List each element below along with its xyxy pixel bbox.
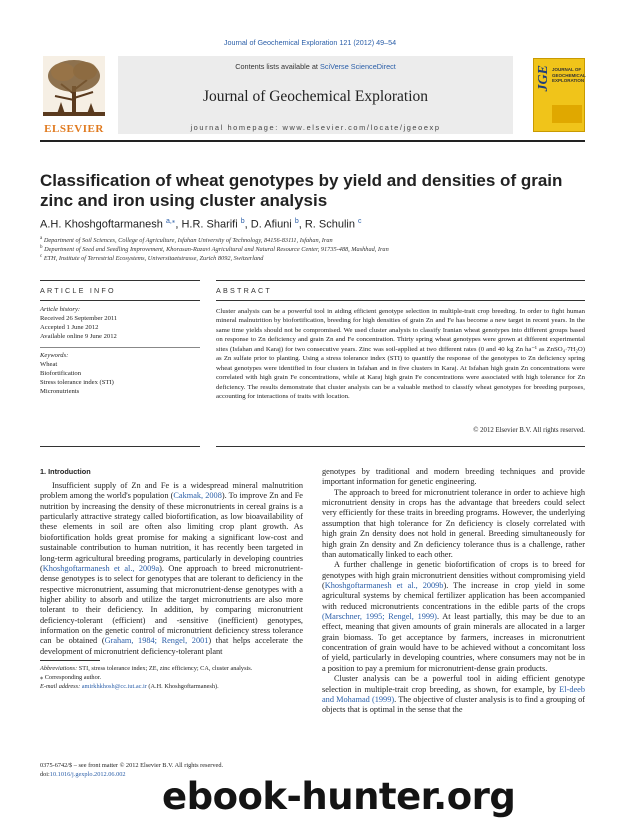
paragraph-text: ). One approach to breed micronutrient-dense genotypes is to select for genotypes that are tolerant to deficiency in the respective micronutrient, assuming that micronutrient-dense genotypes with a higher ability to absorb and utilize the target micronutrients are also more tolerant to their deficiency. In addition, by comparing micronutrient deficiency-tolerant (efficient) and -sensitive (inefficient) genotypes, information on the genetic control of micronutrient deficiency stress tolerance can be obtained ( xyxy=(40,563,303,646)
affiliation xyxy=(40,254,585,262)
cover-letters: JGE xyxy=(536,65,551,92)
author-marks[interactable]: b xyxy=(294,218,299,225)
history-label: Article history: xyxy=(40,306,81,313)
body-paragraph xyxy=(322,467,585,488)
citation-link[interactable]: Khoshgoftarmanesh et al., 2009b xyxy=(324,580,444,590)
article-info-heading: ARTICLE INFO xyxy=(40,286,116,295)
cover-stripe xyxy=(552,105,582,123)
affiliation xyxy=(40,236,585,244)
footnotes xyxy=(40,665,310,691)
paragraph-text: The approach to breed for micronutrient tolerance in order to achieve high micronutrient density in crops has the advantage that breeders could select very efficiently for these traits in breeding programs. However, the underlying assumption that high tolerance for Zn deficiency is closely correlated with high grain Zn density does not hold in general. Breeding simultaneously for high grain Zn density and Zn deficiency tolerance thus is a challenge, rather than automatically linked to each other. xyxy=(322,487,585,559)
doi-link[interactable]: 10.1016/j.gexplo.2012.06.002 xyxy=(49,770,126,778)
abstract-body: Cluster analysis can be a powerful tool in aiding efficient genotype selection in multiple-trait crop breeding. In order to fight human mineral malnutrition by biofortification, breeding for high densities of grain Zn and Fe has become a new target in recent years. In the same time yields should not be compromised. We used cluster analysis to classify Iranian wheat genotypes into different groups based on response to Zn deficiency and grain Zn and Fe concentration. Thirty spring wheat genotypes were grown at different experimental sites (Isfahan and Karaj) for two consecutive years. Zinc was soil-applied at two different rates (0 and 40 kg Zn ha⁻¹ as ZnSO₄·7H₂O) as Zn sulfate prior to planting. Using a stress tolerance index (STI) to quantify the response of the genotypes to Zn deficiency spring wheat genotypes were identified in four clusters in Isfahan and in five clusters in Karaj. At Isfahan high grain Zn concentrations were correlated with high grain Fe concentrations, while at Karaj high grain Fe concentrations were associated with high tolerance for Zn deficiency. The results demonstrate that cluster analysis can be a valuable method to classify wheat genotypes for breeding purposes, accounting for interactions of traits with location. xyxy=(216,308,585,400)
abstract-bottom-rule xyxy=(216,446,585,447)
keyword-item: Micronutrients xyxy=(40,387,80,395)
contents-prefix: Contents lists available at xyxy=(235,62,318,71)
body-paragraph xyxy=(40,481,303,657)
abbreviations-label: Abbreviations: xyxy=(40,665,78,672)
header-divider xyxy=(40,140,585,142)
corresponding-mark: ⁎ xyxy=(40,673,44,681)
paragraph-text: ). The increase in crop yield in some agricultural systems by chemical fertilizer application has been accompanied with reduced micronutrients concentrations in the edible parts of the crops xyxy=(322,580,585,611)
citation-link[interactable]: Cakmak, 2008 xyxy=(173,491,222,501)
journal-homepage[interactable]: journal homepage: www.elsevier.com/locate/jgeoexp xyxy=(190,123,441,132)
elsevier-logo[interactable] xyxy=(40,56,108,134)
journal-cover[interactable] xyxy=(533,58,585,132)
article-info-divider xyxy=(40,347,200,348)
watermark: ebook-hunter.org xyxy=(162,775,516,818)
paragraph-text: Insufficient supply of Zn and Fe is a widespread mineral malnutrition problem among the world's population ( xyxy=(40,481,303,501)
citation-link[interactable]: Khoshgoftarmanesh et al., 2009a xyxy=(42,563,160,573)
cover-title: JOURNAL OF GEOCHEMICAL EXPLORATION xyxy=(552,67,586,84)
intro-heading: 1. Introduction xyxy=(40,467,91,476)
elsevier-tree-icon xyxy=(43,56,105,116)
paragraph-text: . At least partially, this may be due to an effect, meaning that given amounts of grain minerals are allocated in a larger grain biomass. To get acceptance by farmers, increases in micronutrient concentration of grain would have to be achieved without a concomitant loss of yield, particularly in developing countries, where consumers may not be in a position to pay a premium for micronutrient-dense grain products. xyxy=(322,612,585,673)
body-paragraph xyxy=(322,560,585,674)
citation-link[interactable]: Graham, 1984; Rengel, 2001 xyxy=(104,636,209,646)
author-marks[interactable]: a,⁎ xyxy=(165,218,176,225)
elsevier-wordmark: ELSEVIER xyxy=(44,123,104,135)
affiliation-mark: a xyxy=(40,236,43,241)
author-name[interactable]: R. Schulin xyxy=(304,218,355,231)
citation-link[interactable]: (Marschner, 1995; Rengel, 1999) xyxy=(322,612,437,622)
author-name[interactable]: A.H. Khoshgoftarmanesh xyxy=(40,218,163,231)
corresponding-text: Corresponding author. xyxy=(44,673,102,681)
author-name[interactable]: D. Afiuni xyxy=(250,218,292,231)
citation-link[interactable]: El-deeb and Mohamad (1999) xyxy=(322,684,585,704)
email-link[interactable]: amirkhkhosh@cc.iut.ac.ir xyxy=(81,682,147,690)
keyword-item: Biofortification xyxy=(40,369,82,377)
email-footnote xyxy=(40,683,310,692)
affiliation-mark: b xyxy=(40,245,43,250)
email-label: E-mail address: xyxy=(40,682,81,690)
article-info-bottom-rule xyxy=(40,446,200,447)
contents-line xyxy=(118,62,513,71)
article-info-rule xyxy=(40,300,200,301)
corresponding-footnote xyxy=(40,674,310,683)
paragraph-text: A further challenge in genetic biofortification of crops is to breed for genotypes with high grain micronutrient densities without compromising yield ( xyxy=(322,560,585,590)
affiliation-text: Department of Seed and Seedling Improvement, Khorasan-Razavi Agricultural and Natural Resource Center, 91735-488, Mashhad, Iran xyxy=(44,246,389,254)
paragraph-text: Cluster analysis can be a powerful tool in aiding efficient genotype selection in multiple-trait crop breeding, as shown, for example, by xyxy=(322,674,585,694)
journal-citation[interactable]: Journal of Geochemical Exploration 121 (2012) 49–54 xyxy=(223,38,397,47)
article-history xyxy=(40,306,200,342)
body-column-left xyxy=(40,481,303,657)
author-marks[interactable]: c xyxy=(358,218,362,225)
keywords-label: Keywords: xyxy=(40,352,69,359)
abstract-heading: ABSTRACT xyxy=(216,286,272,295)
abstract-top-rule xyxy=(216,280,585,281)
footnote-rule xyxy=(40,660,100,661)
body-paragraph xyxy=(322,488,585,561)
abstract-copyright: © 2012 Elsevier B.V. All rights reserved. xyxy=(473,427,585,434)
author-marks[interactable]: b xyxy=(240,218,245,225)
history-accepted: Accepted 1 June 2012 xyxy=(40,323,99,331)
affiliation-text: ETH, Institute of Terrestrial Ecosystems, Universitaetstrasse, Zurich 8092, Switzerland xyxy=(43,255,264,263)
keyword-item: Stress tolerance index (STI) xyxy=(40,378,114,386)
body-paragraph xyxy=(322,674,585,715)
paper-title: Classification of wheat genotypes by yield and densities of grain zinc and iron using cluster analysis xyxy=(40,171,563,211)
affiliation-mark: c xyxy=(40,254,43,259)
paragraph-text: ). To improve Zn and Fe nutrition by increasing the density of these micronutrients in cereal grains is a particularly attractive strategy called biofortification, as low bioavailability of these elements in soil are often also limiting crop plant growth. As biofortification holds great promise for making a significant low-cost and sustainable contribution to human nutrition, it has recently been targeted in long-term agricultural breeding programs, particularly in developing countries ( xyxy=(40,491,303,573)
email-owner: (A.H. Khoshgoftarmanesh). xyxy=(148,682,219,690)
body-column-right xyxy=(322,467,585,716)
abbreviations-footnote xyxy=(40,665,310,674)
issn-line: 0375-6742/$ – see front matter © 2012 Elsevier B.V. All rights reserved. xyxy=(40,762,224,769)
paragraph-text: genotypes by traditional and modern breeding techniques and provide important information for genetic engineering. xyxy=(322,467,585,487)
history-online: Available online 9 June 2012 xyxy=(40,332,117,340)
abbreviations-text: STI, stress tolerance index; ZE, zinc efficiency; CA, cluster analysis. xyxy=(78,665,253,672)
history-received: Received 26 September 2011 xyxy=(40,314,118,322)
journal-title[interactable]: Journal of Geochemical Exploration xyxy=(202,88,429,105)
keyword-item: Wheat xyxy=(40,360,58,368)
article-info-top-rule xyxy=(40,280,200,281)
affiliation-text: Department of Soil Sciences, College of Agriculture, Isfahan University of Technology, 84156-83111, Isfahan, Iran xyxy=(43,237,333,245)
masthead-banner xyxy=(118,56,513,134)
keywords xyxy=(40,352,200,396)
masthead xyxy=(40,56,585,136)
sciencedirect-link[interactable]: SciVerse ScienceDirect xyxy=(319,62,396,71)
abstract-rule xyxy=(216,300,585,301)
paragraph-text: ) that helps accelerate the development of micronutrient deficiency-tolerant plant xyxy=(40,636,303,656)
doi-prefix: doi: xyxy=(40,770,50,778)
affiliation xyxy=(40,245,585,253)
paragraph-text: . The objective of cluster analysis is to find a grouping of objects that is optimal in the sense that the xyxy=(322,694,585,715)
author-name[interactable]: H.R. Sharifi xyxy=(181,218,238,231)
author-list: A.H. Khoshgoftarmanesh $^{a,⁎}$, H.R. Sharifi $^b$, D. Afiuni $^b$, R. Schulin $^c$ xyxy=(40,218,362,231)
